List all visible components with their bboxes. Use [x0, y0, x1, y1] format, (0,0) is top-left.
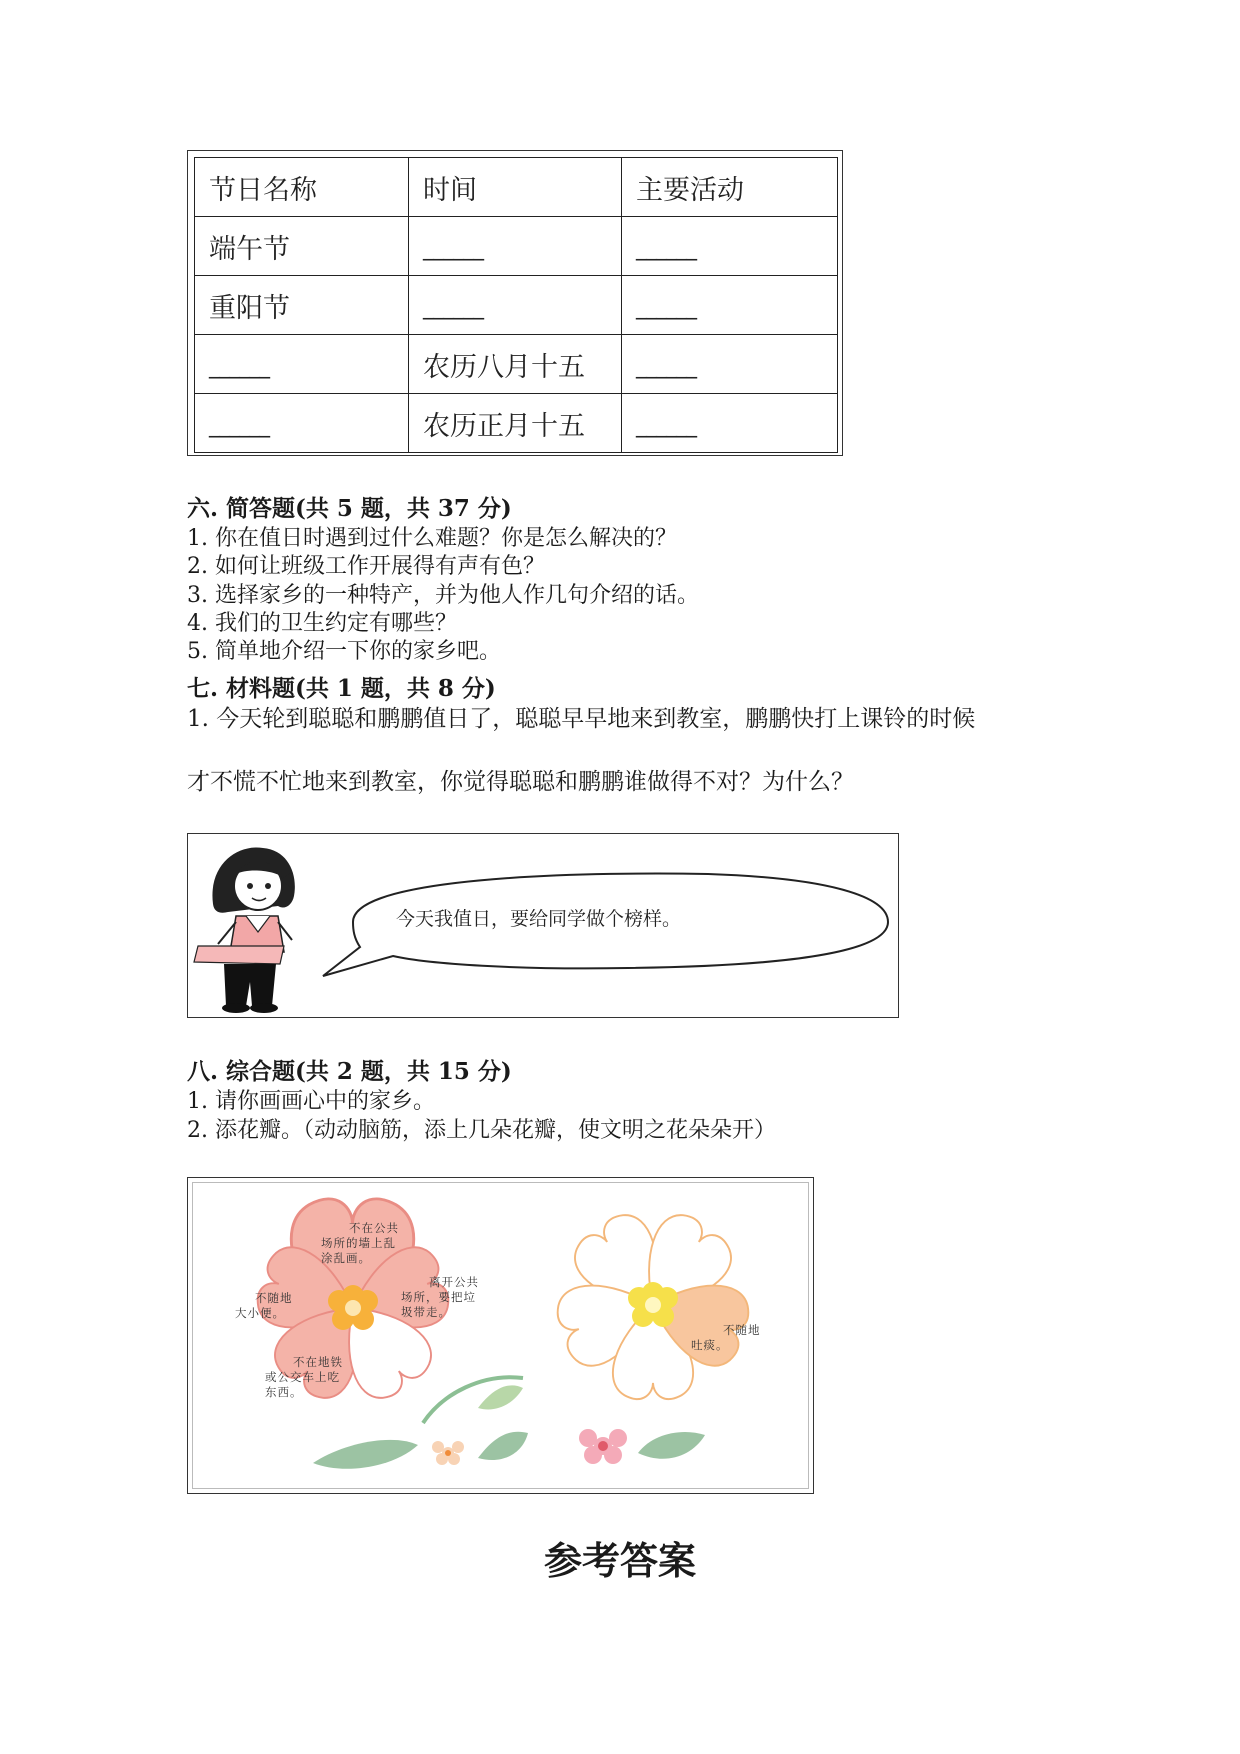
- table-cell-blank[interactable]: ______: [622, 335, 838, 394]
- speech-bubble-text: 今天我值日，要给同学做个榜样。: [395, 908, 681, 930]
- table-row: [195, 217, 838, 276]
- table-cell-blank[interactable]: ______: [622, 276, 838, 335]
- table-cell-blank[interactable]: ______: [195, 335, 409, 394]
- right-flower-center: [628, 1282, 678, 1327]
- table-header-cell: 时间: [409, 158, 622, 217]
- table-cell: 农历八月十五: [409, 335, 622, 394]
- table-row: [195, 276, 838, 335]
- table-cell: 重阳节: [195, 276, 409, 335]
- section-6-title: 六. 简答题(共 5 题，共 37 分): [187, 495, 512, 522]
- question-6-3: 3. 选择家乡的一种特产，并为他人作几句介绍的话。: [187, 583, 699, 608]
- answer-title: 参考答案: [543, 1538, 696, 1583]
- material-line-2: 才不慌不忙地来到教室，你觉得聪聪和鹏鹏谁做得不对？为什么？: [187, 769, 854, 795]
- table-header-row: [195, 158, 838, 217]
- speech-illustration: [187, 833, 899, 1018]
- festival-table-frame: [187, 150, 843, 456]
- table-cell-blank[interactable]: ______: [409, 276, 622, 335]
- question-6-2: 2. 如何让班级工作开展得有声有色？: [187, 554, 545, 579]
- festival-table: [194, 157, 838, 453]
- table-cell-blank[interactable]: ______: [622, 394, 838, 453]
- table-header-cell: 节日名称: [195, 158, 409, 217]
- flower-illustration: [187, 1177, 814, 1494]
- table-cell: 农历正月十五: [409, 394, 622, 453]
- petal-text-bottom-left: 不在地铁 或公交车上吃 东西。: [265, 1355, 343, 1399]
- petal-text-right: 离开公共 场所，要把垃 圾带走。: [401, 1275, 479, 1319]
- table-cell-blank[interactable]: ______: [195, 394, 409, 453]
- petal-text-right-flower: 不随地 吐痰。: [691, 1323, 761, 1352]
- petal-text-left: 不随地 大小便。: [235, 1291, 293, 1320]
- petal-text-top: 不在公共 场所的墙上乱 涂乱画。: [321, 1221, 399, 1265]
- small-peach-flower: [432, 1441, 464, 1465]
- table-cell-blank[interactable]: ______: [409, 217, 622, 276]
- question-8-2: 2. 添花瓣。（动动脑筋，添上几朵花瓣，使文明之花朵朵开）: [187, 1118, 776, 1143]
- flower-inner-frame: [192, 1182, 809, 1489]
- question-6-5: 5. 简单地介绍一下你的家乡吧。: [187, 639, 501, 664]
- question-8-1: 1. 请你画画心中的家乡。: [187, 1089, 435, 1114]
- question-6-1: 1. 你在值日时遇到过什么难题？你是怎么解决的？: [187, 526, 677, 551]
- table-cell: 端午节: [195, 217, 409, 276]
- material-line-1: 1. 今天轮到聪聪和鹏鹏值日了，聪聪早早地来到教室，鹏鹏快打上课铃的时候: [187, 706, 976, 732]
- table-row: [195, 394, 838, 453]
- table-header-cell: 主要活动: [622, 158, 838, 217]
- question-6-4: 4. 我们的卫生约定有哪些？: [187, 611, 457, 636]
- table-row: [195, 335, 838, 394]
- section-7-title: 七. 材料题(共 1 题，共 8 分): [187, 675, 496, 702]
- section-8-title: 八. 综合题(共 2 题，共 15 分): [187, 1058, 512, 1085]
- left-flower-center: [328, 1285, 378, 1330]
- table-cell-blank[interactable]: ______: [622, 217, 838, 276]
- small-pink-flower: [579, 1429, 627, 1464]
